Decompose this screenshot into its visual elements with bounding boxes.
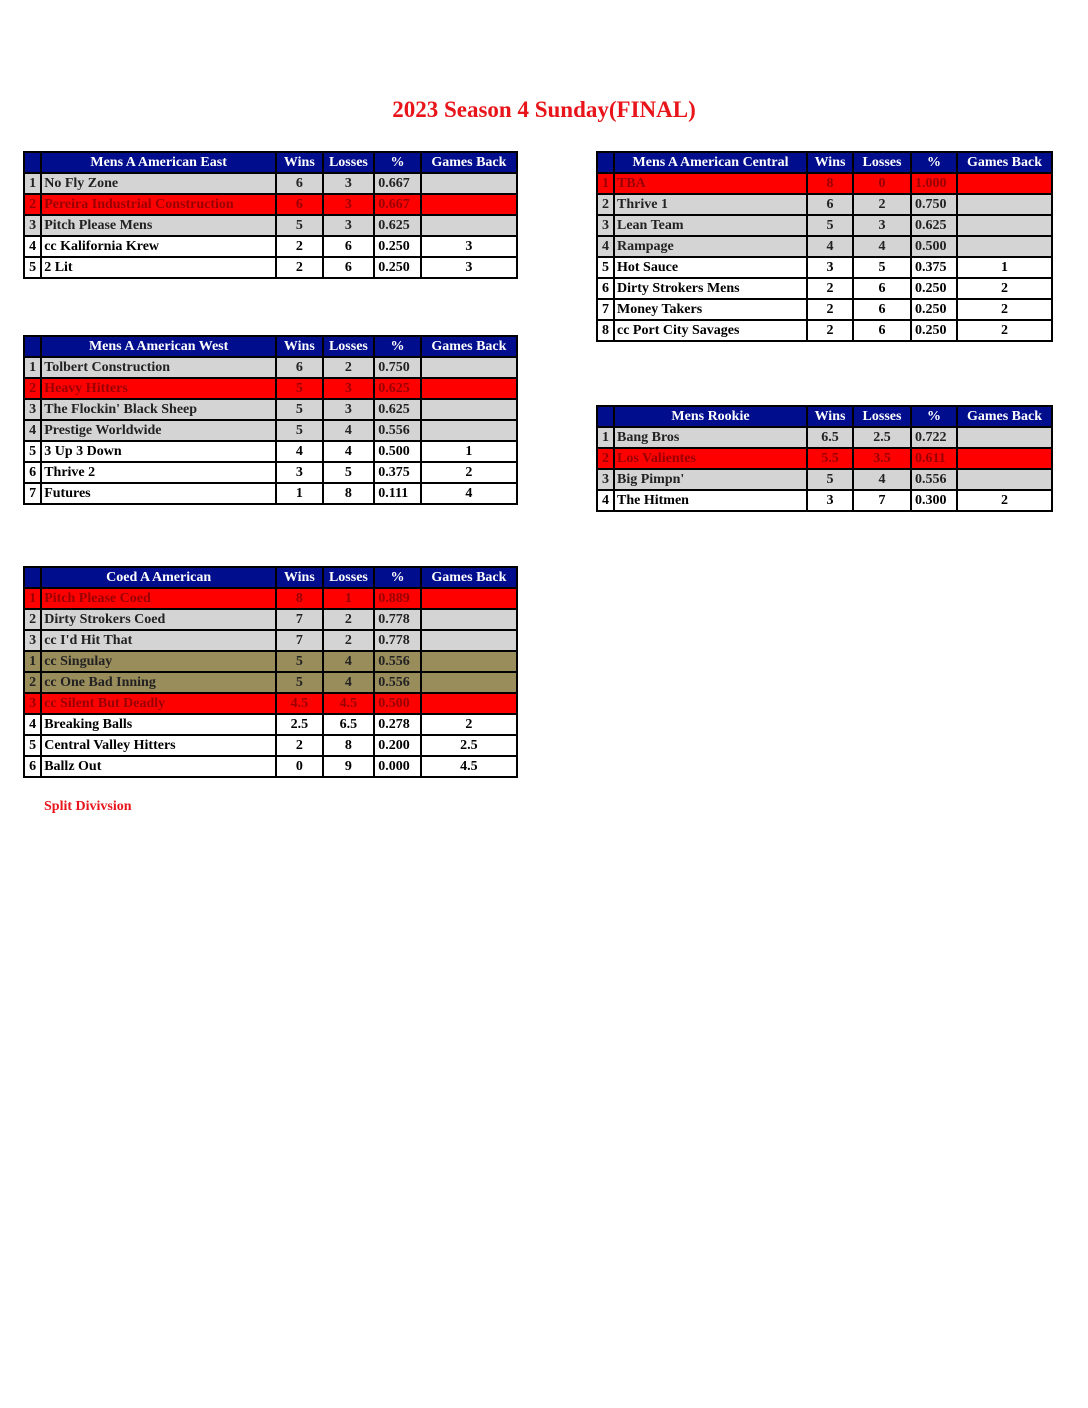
team-row [597, 427, 1052, 448]
games-back-cell [421, 194, 517, 215]
rank-cell: 1 [597, 173, 614, 194]
team-row [24, 693, 517, 714]
rank-cell: 4 [24, 420, 41, 441]
rank-cell: 2 [24, 378, 41, 399]
losses-cell: 8 [323, 735, 375, 756]
losses-cell: 2 [323, 357, 375, 378]
wins-cell: 2 [807, 320, 853, 341]
team-row [24, 714, 517, 735]
team-row [597, 236, 1052, 257]
division-title: Mens A American East [41, 152, 276, 173]
wins-header: Wins [807, 152, 853, 173]
wins-header: Wins [276, 152, 323, 173]
team-name: cc One Bad Inning [41, 672, 276, 693]
team-row [597, 448, 1052, 469]
wins-cell: 6 [276, 194, 323, 215]
team-row [24, 420, 517, 441]
team-row [597, 278, 1052, 299]
losses-cell: 6 [853, 278, 911, 299]
wins-cell: 5 [276, 672, 323, 693]
header-row [597, 152, 1052, 173]
team-row [24, 483, 517, 504]
losses-cell: 4 [323, 651, 375, 672]
rank-cell: 6 [597, 278, 614, 299]
rank-cell: 5 [24, 257, 41, 278]
losses-cell: 2 [323, 609, 375, 630]
page-title: 2023 Season 4 Sunday(FINAL) [392, 97, 696, 122]
team-row [24, 215, 517, 236]
team-name: cc Port City Savages [614, 320, 807, 341]
games-back-cell [421, 630, 517, 651]
wins-cell: 2 [276, 257, 323, 278]
pct-cell: 0.250 [911, 278, 957, 299]
losses-cell: 6 [853, 299, 911, 320]
games-back-cell: 2 [421, 714, 517, 735]
team-name: Bang Bros [614, 427, 807, 448]
losses-cell: 0 [853, 173, 911, 194]
rank-cell: 4 [24, 714, 41, 735]
pct-cell: 1.000 [911, 173, 957, 194]
pct-header: % [374, 567, 421, 588]
team-name: Futures [41, 483, 276, 504]
header-row [597, 406, 1052, 427]
rank-cell: 2 [597, 194, 614, 215]
losses-header: Losses [323, 152, 375, 173]
pct-cell: 0.778 [374, 609, 421, 630]
team-name: Breaking Balls [41, 714, 276, 735]
rank-cell: 8 [597, 320, 614, 341]
division-title: Coed A American [41, 567, 276, 588]
games-back-cell [421, 399, 517, 420]
rank-header [24, 152, 41, 173]
team-row [597, 257, 1052, 278]
team-name: Lean Team [614, 215, 807, 236]
team-row [24, 194, 517, 215]
losses-cell: 4 [323, 672, 375, 693]
rank-header [24, 336, 41, 357]
standings-table [596, 151, 1053, 342]
team-row [597, 320, 1052, 341]
team-row [597, 299, 1052, 320]
wins-header: Wins [276, 567, 323, 588]
losses-cell: 3 [323, 399, 375, 420]
rank-header [24, 567, 41, 588]
team-row [24, 609, 517, 630]
team-row [24, 441, 517, 462]
pct-cell: 0.667 [374, 173, 421, 194]
games-back-cell [421, 651, 517, 672]
rank-cell: 1 [24, 357, 41, 378]
wins-cell: 8 [276, 588, 323, 609]
rank-cell: 3 [597, 215, 614, 236]
wins-cell: 3 [807, 257, 853, 278]
division-title: Mens Rookie [614, 406, 807, 427]
standings-table [23, 566, 518, 778]
wins-cell: 4 [276, 441, 323, 462]
split-division-note: Split Divivsion [44, 799, 132, 814]
team-name: The Flockin' Black Sheep [41, 399, 276, 420]
losses-cell: 6 [323, 257, 375, 278]
pct-cell: 0.778 [374, 630, 421, 651]
wins-cell: 3 [276, 462, 323, 483]
pct-cell: 0.111 [374, 483, 421, 504]
games-back-cell [421, 357, 517, 378]
rank-cell: 2 [24, 609, 41, 630]
losses-cell: 3 [323, 378, 375, 399]
games-back-cell [421, 672, 517, 693]
pct-cell: 0.625 [911, 215, 957, 236]
rank-cell: 5 [24, 735, 41, 756]
losses-cell: 4 [323, 420, 375, 441]
pct-cell: 0.250 [374, 236, 421, 257]
losses-cell: 5 [853, 257, 911, 278]
team-name: Pereira Industrial Construction [41, 194, 276, 215]
pct-cell: 0.625 [374, 378, 421, 399]
wins-cell: 8 [807, 173, 853, 194]
team-name: Ballz Out [41, 756, 276, 777]
losses-cell: 3 [323, 173, 375, 194]
rank-cell: 7 [24, 483, 41, 504]
team-name: Dirty Strokers Coed [41, 609, 276, 630]
team-name: Hot Sauce [614, 257, 807, 278]
team-row [24, 756, 517, 777]
rank-cell: 2 [24, 194, 41, 215]
rank-cell: 2 [597, 448, 614, 469]
rank-header [597, 152, 614, 173]
rank-cell: 1 [597, 427, 614, 448]
games-back-cell: 1 [957, 257, 1052, 278]
team-name: cc Kalifornia Krew [41, 236, 276, 257]
games-back-cell [957, 427, 1052, 448]
wins-header: Wins [807, 406, 853, 427]
losses-cell: 3 [853, 215, 911, 236]
losses-cell: 3 [323, 215, 375, 236]
rank-cell: 4 [597, 236, 614, 257]
games-back-header: Games Back [421, 567, 517, 588]
wins-cell: 7 [276, 609, 323, 630]
wins-cell: 6 [276, 173, 323, 194]
games-back-cell [957, 173, 1052, 194]
pct-cell: 0.556 [374, 651, 421, 672]
rank-cell: 3 [24, 630, 41, 651]
wins-cell: 2 [276, 236, 323, 257]
wins-cell: 5 [276, 651, 323, 672]
standings-table [596, 405, 1053, 512]
losses-header: Losses [853, 152, 911, 173]
losses-cell: 4 [853, 236, 911, 257]
team-row [24, 588, 517, 609]
games-back-cell [421, 378, 517, 399]
games-back-cell: 2 [957, 278, 1052, 299]
team-name: TBA [614, 173, 807, 194]
team-name: Dirty Strokers Mens [614, 278, 807, 299]
games-back-cell [421, 420, 517, 441]
rank-header [597, 406, 614, 427]
pct-cell: 0.556 [374, 672, 421, 693]
rank-cell: 4 [597, 490, 614, 511]
team-name: Thrive 2 [41, 462, 276, 483]
pct-cell: 0.278 [374, 714, 421, 735]
games-back-cell [957, 215, 1052, 236]
wins-cell: 5 [276, 215, 323, 236]
team-row [24, 672, 517, 693]
losses-cell: 2.5 [853, 427, 911, 448]
wins-cell: 1 [276, 483, 323, 504]
team-name: 2 Lit [41, 257, 276, 278]
team-row [24, 651, 517, 672]
pct-cell: 0.250 [911, 299, 957, 320]
rank-cell: 1 [24, 651, 41, 672]
pct-cell: 0.611 [911, 448, 957, 469]
losses-cell: 6.5 [323, 714, 375, 735]
games-back-cell: 3 [421, 257, 517, 278]
wins-cell: 5 [807, 469, 853, 490]
wins-cell: 6.5 [807, 427, 853, 448]
rank-cell: 3 [24, 399, 41, 420]
losses-cell: 5 [323, 462, 375, 483]
wins-cell: 5 [276, 378, 323, 399]
pct-header: % [911, 406, 957, 427]
games-back-header: Games Back [421, 152, 517, 173]
pct-cell: 0.500 [374, 441, 421, 462]
rank-cell: 4 [24, 236, 41, 257]
pct-cell: 0.250 [911, 320, 957, 341]
team-name: cc Silent But Deadly [41, 693, 276, 714]
pct-header: % [374, 152, 421, 173]
wins-cell: 3 [807, 490, 853, 511]
team-name: The Hitmen [614, 490, 807, 511]
division-title: Mens A American West [41, 336, 276, 357]
team-row [24, 630, 517, 651]
losses-cell: 7 [853, 490, 911, 511]
team-row [24, 257, 517, 278]
rank-cell: 3 [597, 469, 614, 490]
pct-header: % [911, 152, 957, 173]
team-name: Pitch Please Coed [41, 588, 276, 609]
games-back-cell: 2 [957, 299, 1052, 320]
team-row [24, 462, 517, 483]
team-name: 3 Up 3 Down [41, 441, 276, 462]
team-row [597, 215, 1052, 236]
games-back-cell: 3 [421, 236, 517, 257]
pct-cell: 0.750 [911, 194, 957, 215]
team-row [597, 173, 1052, 194]
team-name: Pitch Please Mens [41, 215, 276, 236]
wins-cell: 2 [276, 735, 323, 756]
losses-cell: 1 [323, 588, 375, 609]
wins-cell: 2 [807, 299, 853, 320]
games-back-cell: 4 [421, 483, 517, 504]
standings-table [23, 151, 518, 279]
pct-cell: 0.722 [911, 427, 957, 448]
team-name: Money Takers [614, 299, 807, 320]
rank-cell: 1 [24, 588, 41, 609]
losses-cell: 6 [323, 236, 375, 257]
header-row [24, 336, 517, 357]
pct-header: % [374, 336, 421, 357]
team-row [24, 357, 517, 378]
games-back-cell [421, 173, 517, 194]
wins-header: Wins [276, 336, 323, 357]
losses-cell: 2 [853, 194, 911, 215]
wins-cell: 0 [276, 756, 323, 777]
pct-cell: 0.375 [374, 462, 421, 483]
rank-cell: 5 [597, 257, 614, 278]
losses-cell: 9 [323, 756, 375, 777]
games-back-cell [421, 588, 517, 609]
pct-cell: 0.250 [374, 257, 421, 278]
losses-cell: 4 [323, 441, 375, 462]
games-back-cell [421, 693, 517, 714]
team-row [597, 469, 1052, 490]
team-name: Thrive 1 [614, 194, 807, 215]
losses-cell: 2 [323, 630, 375, 651]
rank-cell: 1 [24, 173, 41, 194]
team-name: Prestige Worldwide [41, 420, 276, 441]
pct-cell: 0.556 [374, 420, 421, 441]
pct-cell: 0.500 [911, 236, 957, 257]
losses-header: Losses [323, 336, 375, 357]
pct-cell: 0.889 [374, 588, 421, 609]
rank-cell: 3 [24, 215, 41, 236]
team-name: No Fly Zone [41, 173, 276, 194]
games-back-cell [421, 609, 517, 630]
rank-cell: 6 [24, 756, 41, 777]
pct-cell: 0.625 [374, 399, 421, 420]
games-back-cell [957, 194, 1052, 215]
wins-cell: 5 [807, 215, 853, 236]
rank-cell: 5 [24, 441, 41, 462]
header-row [24, 152, 517, 173]
losses-cell: 4 [853, 469, 911, 490]
pct-cell: 0.000 [374, 756, 421, 777]
wins-cell: 4 [807, 236, 853, 257]
team-row [24, 236, 517, 257]
team-name: Central Valley Hitters [41, 735, 276, 756]
rank-cell: 6 [24, 462, 41, 483]
wins-cell: 2.5 [276, 714, 323, 735]
pct-cell: 0.500 [374, 693, 421, 714]
games-back-cell: 2.5 [421, 735, 517, 756]
games-back-cell: 2 [957, 490, 1052, 511]
rank-cell: 7 [597, 299, 614, 320]
wins-cell: 5.5 [807, 448, 853, 469]
wins-cell: 4.5 [276, 693, 323, 714]
team-row [597, 194, 1052, 215]
wins-cell: 5 [276, 399, 323, 420]
wins-cell: 6 [276, 357, 323, 378]
pct-cell: 0.750 [374, 357, 421, 378]
team-name: Tolbert Construction [41, 357, 276, 378]
losses-cell: 6 [853, 320, 911, 341]
team-row [24, 173, 517, 194]
pct-cell: 0.625 [374, 215, 421, 236]
team-name: Rampage [614, 236, 807, 257]
division-title: Mens A American Central [614, 152, 807, 173]
losses-cell: 4.5 [323, 693, 375, 714]
header-row [24, 567, 517, 588]
wins-cell: 5 [276, 420, 323, 441]
losses-cell: 3 [323, 194, 375, 215]
team-name: cc I'd Hit That [41, 630, 276, 651]
games-back-cell [957, 469, 1052, 490]
rank-cell: 3 [24, 693, 41, 714]
games-back-cell: 2 [421, 462, 517, 483]
games-back-cell: 4.5 [421, 756, 517, 777]
games-back-cell: 1 [421, 441, 517, 462]
games-back-cell: 2 [957, 320, 1052, 341]
pct-cell: 0.667 [374, 194, 421, 215]
losses-cell: 3.5 [853, 448, 911, 469]
pct-cell: 0.556 [911, 469, 957, 490]
team-name: Big Pimpn' [614, 469, 807, 490]
wins-cell: 6 [807, 194, 853, 215]
losses-header: Losses [323, 567, 375, 588]
team-row [24, 735, 517, 756]
team-row [24, 378, 517, 399]
standings-table [23, 335, 518, 505]
losses-cell: 8 [323, 483, 375, 504]
team-row [24, 399, 517, 420]
team-name: Heavy Hitters [41, 378, 276, 399]
games-back-cell [957, 236, 1052, 257]
games-back-header: Games Back [957, 406, 1052, 427]
games-back-header: Games Back [421, 336, 517, 357]
wins-cell: 2 [807, 278, 853, 299]
games-back-cell [421, 215, 517, 236]
wins-cell: 7 [276, 630, 323, 651]
team-name: Los Valientes [614, 448, 807, 469]
games-back-header: Games Back [957, 152, 1052, 173]
pct-cell: 0.300 [911, 490, 957, 511]
losses-header: Losses [853, 406, 911, 427]
rank-cell: 2 [24, 672, 41, 693]
team-name: cc Singulay [41, 651, 276, 672]
team-row [597, 490, 1052, 511]
pct-cell: 0.200 [374, 735, 421, 756]
pct-cell: 0.375 [911, 257, 957, 278]
games-back-cell [957, 448, 1052, 469]
